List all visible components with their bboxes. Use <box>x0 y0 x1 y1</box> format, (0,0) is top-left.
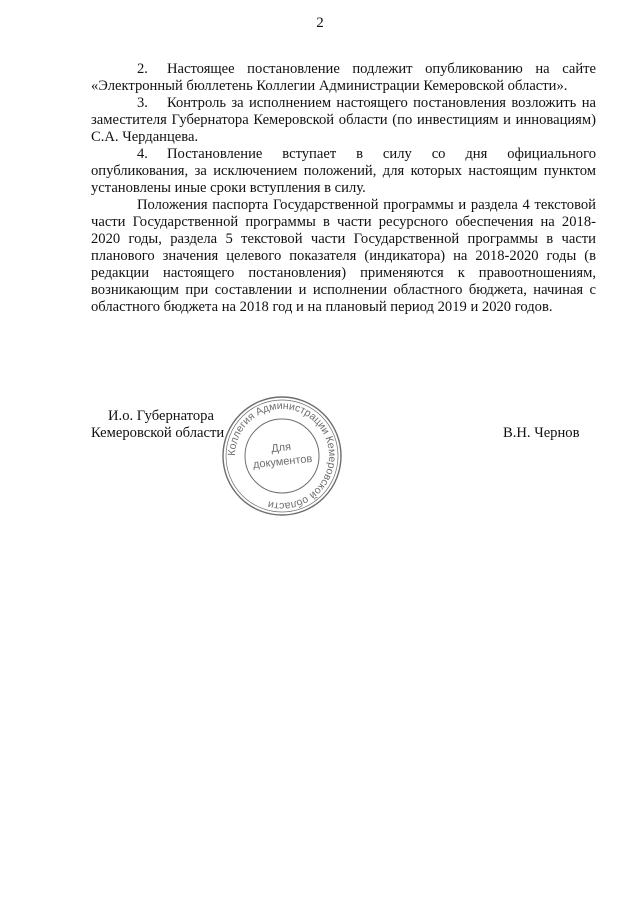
paragraph-2 <box>91 61 596 95</box>
paragraph-3 <box>91 95 596 146</box>
paragraph-text: Постановление вступает в силу со дня официального опубликования, за исключением положений, для которых настоящим пунктом установлены иные сроки вступления в силу. <box>91 146 596 196</box>
paragraph-4 <box>91 146 596 197</box>
paragraph-number: 3. <box>137 95 148 111</box>
signatory-region: Кемеровской области <box>91 425 225 441</box>
paragraph-number: 2. <box>137 61 148 77</box>
official-seal-stamp <box>217 396 347 516</box>
page-number: 2 <box>316 15 324 31</box>
signatory-name: В.Н. Чернов <box>503 425 580 441</box>
seal-center-line1: Для <box>270 441 292 456</box>
signatory-position <box>91 408 224 442</box>
document-body <box>91 61 596 316</box>
paragraph-number: 4. <box>137 146 148 162</box>
paragraph-text: Настоящее постановление подлежит опубликованию на сайте «Электронный бюллетень Коллегии Администрации Кемеровской области». <box>91 61 596 94</box>
seal-ring-text: Коллегия Администрации Кемеровской области <box>225 399 339 513</box>
paragraph-provisions <box>91 197 596 316</box>
paragraph-text: Контроль за исполнением настоящего постановления возложить на заместителя Губернатора Кемеровской области (по инвестициям и инновациям) С.А. Черданцева. <box>91 95 596 145</box>
signatory-title: И.о. Губернатора <box>108 408 214 424</box>
paragraph-text: Положения паспорта Государственной программы и раздела 4 текстовой части Государственной программы в части ресурсного обеспечения на 2018-2020 годы, раздела 5 текстовой части Государственной программы в части планового значения целевого показателя (индикатора) на 2018-2020 годы (в редакции настоящего постановления) применяются к правоотношениям, возникающим при составлении и исполнении областного бюджета, начиная с областного бюджета на 2018 год и на плановый период 2019 и 2020 годов. <box>91 197 596 315</box>
seal-center-line2: документов <box>252 452 313 472</box>
